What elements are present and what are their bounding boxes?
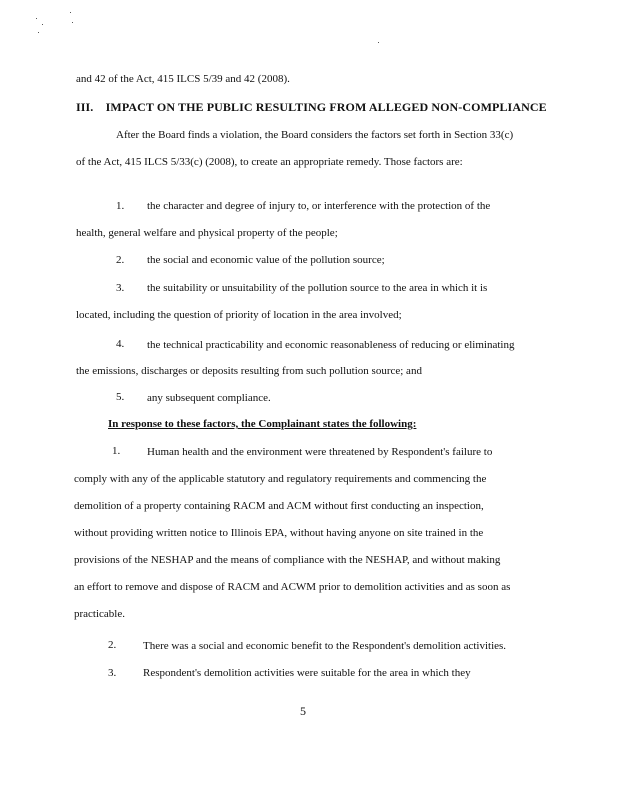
response-text: There was a social and economic benefit to the Respondent's demolition activities. bbox=[143, 640, 507, 652]
page-number: 5 bbox=[300, 704, 306, 718]
factor-text: the character and degree of injury to, or interference with the protection of the bbox=[147, 200, 491, 212]
factor-text: the social and economic value of the pollution source; bbox=[147, 254, 385, 266]
scan-speck bbox=[378, 42, 379, 43]
response-text-continued: without providing written notice to Illinois EPA, without having anyone on site trained in the bbox=[74, 527, 484, 539]
factor-number: 5. bbox=[116, 391, 125, 403]
response-number: 1. bbox=[112, 445, 121, 457]
response-text: Human health and the environment were threatened by Respondent's failure to bbox=[147, 446, 493, 458]
factor-text: the technical practicability and economic reasonableness of reducing or eliminating bbox=[147, 339, 515, 351]
factor-text-continued: the emissions, discharges or deposits resulting from such pollution source; and bbox=[76, 365, 422, 377]
response-text-continued: provisions of the NESHAP and the means of compliance with the NESHAP, and without making bbox=[74, 554, 501, 566]
response-text: Respondent's demolition activities were suitable for the area in which they bbox=[143, 667, 471, 679]
scan-speck bbox=[36, 18, 37, 19]
factor-number: 4. bbox=[116, 338, 125, 350]
response-heading: In response to these factors, the Complainant states the following: bbox=[108, 418, 417, 430]
factor-text: the suitability or unsuitability of the pollution source to the area in which it is bbox=[147, 282, 488, 294]
response-text-continued: an effort to remove and dispose of RACM and ACWM prior to demolition activities and as soon as bbox=[74, 581, 511, 593]
intro-paragraph-line-2: of the Act, 415 ILCS 5/33(c) (2008), to create an appropriate remedy. Those factors are: bbox=[76, 156, 463, 168]
factor-text-continued: health, general welfare and physical property of the people; bbox=[76, 227, 338, 239]
scan-speck bbox=[42, 24, 43, 25]
section-title: IMPACT ON THE PUBLIC RESULTING FROM ALLEGED NON-COMPLIANCE bbox=[105, 100, 547, 114]
factor-number: 1. bbox=[116, 200, 125, 212]
factor-number: 3. bbox=[116, 282, 125, 294]
response-number: 3. bbox=[108, 667, 117, 679]
response-text-continued: demolition of a property containing RACM and ACM without first conducting an inspection, bbox=[74, 500, 484, 512]
factor-number: 2. bbox=[116, 254, 125, 266]
scan-speck bbox=[72, 22, 73, 23]
continuation-text: and 42 of the Act, 415 ILCS 5/39 and 42 (2008). bbox=[76, 73, 290, 85]
factor-text: any subsequent compliance. bbox=[147, 392, 271, 404]
response-number: 2. bbox=[108, 639, 117, 651]
section-number: III. bbox=[76, 100, 94, 114]
factor-text-continued: located, including the question of priority of location in the area involved; bbox=[76, 309, 402, 321]
scan-speck bbox=[70, 12, 71, 13]
section-heading bbox=[76, 100, 547, 114]
scan-speck bbox=[38, 32, 39, 33]
intro-paragraph-line-1: After the Board finds a violation, the Board considers the factors set forth in Section 33(c) bbox=[116, 129, 514, 141]
response-text-continued: practicable. bbox=[74, 608, 125, 620]
response-text-continued: comply with any of the applicable statutory and regulatory requirements and commencing the bbox=[74, 473, 487, 485]
